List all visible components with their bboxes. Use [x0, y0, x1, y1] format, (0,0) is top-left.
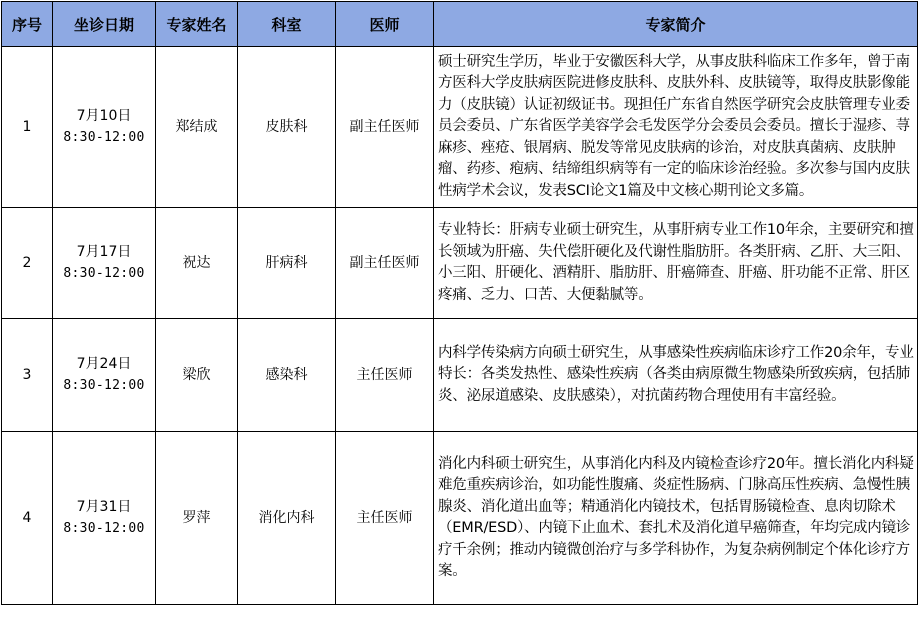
row-date-day: 7月17日 [76, 244, 132, 260]
row-date [53, 208, 156, 319]
header-title: 医师 [336, 2, 434, 47]
row-date [53, 47, 156, 208]
row-name: 梁欣 [156, 319, 238, 432]
header-name: 专家姓名 [156, 2, 238, 47]
row-bio: 消化内科硕士研究生，从事消化内科及内镜检查诊疗20年。擅长消化内科疑难危重疾病诊治，如功能性腹痛、炎症性肠病、门脉高压性疾病、急慢性胰腺炎、消化道出血等；精通消化内镜技术，包括胃肠镜检查、息肉切除术（EMR/ESD）、内镜下止血术、套扎术及消化道早癌筛查，年均完成内镜诊疗千余例；推动内镜微创治疗与多学科协作，为复杂病例制定个体化诊疗方案。 [434, 432, 918, 605]
row-title: 主任医师 [336, 319, 434, 432]
header-bio: 专家简介 [434, 2, 918, 47]
row-bio: 硕士研究生学历，毕业于安徽医科大学，从事皮肤科临床工作多年，曾于南方医科大学皮肤病医院进修皮肤科、皮肤外科、皮肤镜等，取得皮肤影像能力（皮肤镜）认证初级证书。现担任广东省自然医学研究会皮肤管理专业委员会委员、广东省医学美容学会毛发医学分会委员会委员。擅长于湿疹、荨麻疹、痤疮、银屑病、脱发等常见皮肤病的诊治，对皮肤真菌病、皮肤肿瘤、药疹、疱病、结缔组织病等有一定的临床诊治经验。多次参与国内皮肤性病学术会议，发表SCI论文1篇及中文核心期刊论文多篇。 [434, 47, 918, 208]
table-row [2, 208, 918, 319]
expert-schedule-table [1, 1, 918, 605]
row-date [53, 319, 156, 432]
row-department: 感染科 [238, 319, 336, 432]
header-index: 序号 [2, 2, 53, 47]
row-department: 皮肤科 [238, 47, 336, 208]
table-row [2, 319, 918, 432]
header-row [2, 2, 918, 47]
row-name: 祝达 [156, 208, 238, 319]
row-date-time: 8:30-12:00 [63, 378, 145, 393]
table-row [2, 47, 918, 208]
row-date-time: 8:30-12:00 [63, 266, 145, 281]
table-row [2, 432, 918, 605]
row-date-day: 7月24日 [76, 356, 132, 372]
row-department: 肝病科 [238, 208, 336, 319]
row-title: 副主任医师 [336, 208, 434, 319]
row-name: 罗萍 [156, 432, 238, 605]
header-department: 科室 [238, 2, 336, 47]
row-name: 郑结成 [156, 47, 238, 208]
row-date-time: 8:30-12:00 [63, 521, 145, 536]
row-index: 1 [2, 47, 53, 208]
row-date-day: 7月31日 [76, 499, 132, 515]
row-title: 主任医师 [336, 432, 434, 605]
row-date-time: 8:30-12:00 [63, 130, 145, 145]
row-department: 消化内科 [238, 432, 336, 605]
row-date-day: 7月10日 [76, 108, 132, 124]
row-index: 4 [2, 432, 53, 605]
row-bio: 专业特长：肝病专业硕士研究生，从事肝病专业工作10年余，主要研究和擅长领域为肝癌、失代偿肝硬化及代谢性脂肪肝。各类肝病、乙肝、大三阳、小三阳、肝硬化、酒精肝、脂肪肝、肝癌筛查、肝癌、肝功能不正常、肝区疼痛、乏力、口苦、大便黏腻等。 [434, 208, 918, 319]
header-date: 坐诊日期 [53, 2, 156, 47]
row-index: 3 [2, 319, 53, 432]
row-date [53, 432, 156, 605]
row-bio: 内科学传染病方向硕士研究生，从事感染性疾病临床诊疗工作20余年，专业特长：各类发热性、感染性疾病（各类由病原微生物感染所致疾病，包括肺炎、泌尿道感染、皮肤感染），对抗菌药物合理使用有丰富经验。 [434, 319, 918, 432]
row-title: 副主任医师 [336, 47, 434, 208]
row-index: 2 [2, 208, 53, 319]
